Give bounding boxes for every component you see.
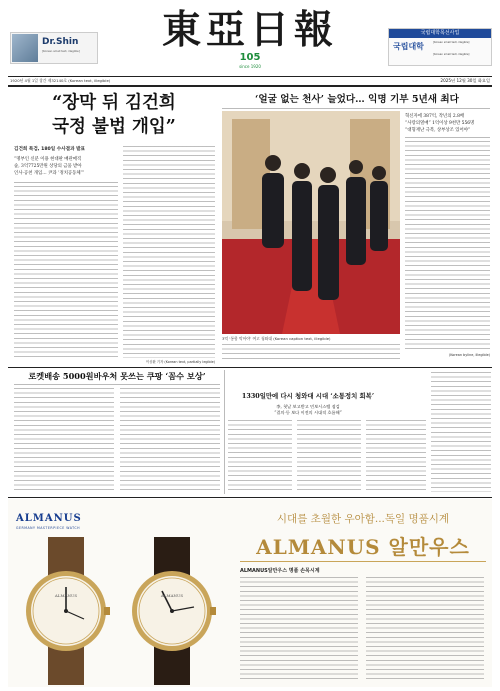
section-divider [8,367,492,368]
ad-right-line2: [Korean small text, illegible] [433,53,470,56]
lead-deck-rule [14,182,118,183]
bottom-center-body-col3 [366,420,426,492]
ad-right-top: 국립대학목선사업 [389,29,491,38]
since-label: since 1920 [239,64,261,69]
masthead-ad-right[interactable] [388,28,492,66]
watch-1-brand: ALMANUS [54,593,78,598]
infobar-date: 2025년 12월 30일 화요일 [440,78,490,83]
ad-divider [240,561,486,562]
photo-headline[interactable]: ‘얼굴 없는 천사’ 늘었다… 익명 기부 5년새 최다 [255,94,459,105]
news-photo-image [222,111,400,334]
bottom-right-body [431,372,491,492]
watch-image-2 [118,537,226,685]
bottom-left-headline[interactable]: 로켓배송 5000원바우처 못쓰는 쿠팡 ‘꼼수 보상’ [28,371,206,381]
lead-headline-line1[interactable]: “장막 뒤 김건희 [52,93,176,113]
news-photo[interactable] [222,111,400,334]
bottom-left-body-col2 [120,388,220,492]
bottom-left-body-col1 [14,388,114,492]
column-divider [224,370,225,494]
bottom-center-body-col1 [228,420,292,492]
ad-left-image [12,34,38,62]
photo-caption-text: 3억 ‘통합 막아야’ 여고 청와대 (Korean caption text, illegible) [222,336,331,341]
masthead-ad-left[interactable] [10,32,98,64]
bottom-center-body-col2 [297,420,361,492]
right-byline: (Korean byline, illegible) [448,353,490,357]
ad-brand-sub: GERMANY MASTERPIECE WATCH [16,526,81,530]
lead-deck: “명부인 신분 이용 현대판 매관매직 숲, 3억7725만원 상당의 금품 받아 인사·공천 개입… 尹과 ‘정치공동체’” [14,157,85,176]
photo-caption [222,336,400,360]
lead-headline-line2[interactable]: 국정 불법 개입” [52,117,176,137]
photo-headline-rule [222,108,490,109]
bottom-left-rule [14,384,220,385]
ad-desc-col1 [240,577,358,681]
ad-left-tagline: [Korean small text, illegible] [42,50,80,53]
infobar-top-rule [8,76,492,77]
ad-right-name: 국립대학 [393,42,424,51]
bottom-center-subhead: 李, 첫날 보고받고 민보시스템 점검 “결의·등 보다 이전의 시대적 흐름해” [274,404,342,415]
lead-subhead: 김건희 특검, 180일 수사결과 발표 [14,147,85,152]
right-body [405,141,490,351]
lead-body-col1 [14,186,118,358]
anniversary-number: 105 [239,52,261,63]
ad-top-rule [8,497,492,498]
ad-slogan: 시대를 초월한 우아함...독일 명품시계 [276,513,450,525]
watch-advertisement[interactable] [8,499,492,687]
ad-left-brand: Dr.Shin [42,37,79,47]
masthead [0,0,500,76]
ad-desc-title: ALMANUS알만우스 명품 손목시계 [240,568,320,574]
watch-2-brand: ALMANUS [160,593,184,598]
infobar-left: 1920년 4월 1일 창간 제32140호 (Korean text, illegible) [10,78,111,83]
watch-image-1 [12,537,120,685]
infobar-bottom-rule [8,85,492,87]
lead-body-col2 [123,146,215,358]
bottom-center-headline[interactable]: 1330일만에 다시 청와대 시대 ‘소통정치 회복’ [241,392,375,400]
newspaper-logo[interactable]: 東亞日報 [161,7,338,53]
right-deck: 혁신자에 387억, 작년의 2.8배 “사랑의열매” 1억이상 9천만 556명 “대형재난 극복, 상부상조 있어야” [405,114,475,133]
photo-caption-lines [222,344,400,360]
ad-right-line1: [Korean small text, illegible] [433,41,470,44]
lead-byline: 이상환 기자 (Korean text, partially legible) [145,360,215,364]
right-deck-rule [405,137,490,138]
ad-big-title: ALMANUS 알만우스 [256,535,470,559]
ad-desc-col2 [366,577,484,681]
ad-brand: ALMANUS [16,513,82,524]
